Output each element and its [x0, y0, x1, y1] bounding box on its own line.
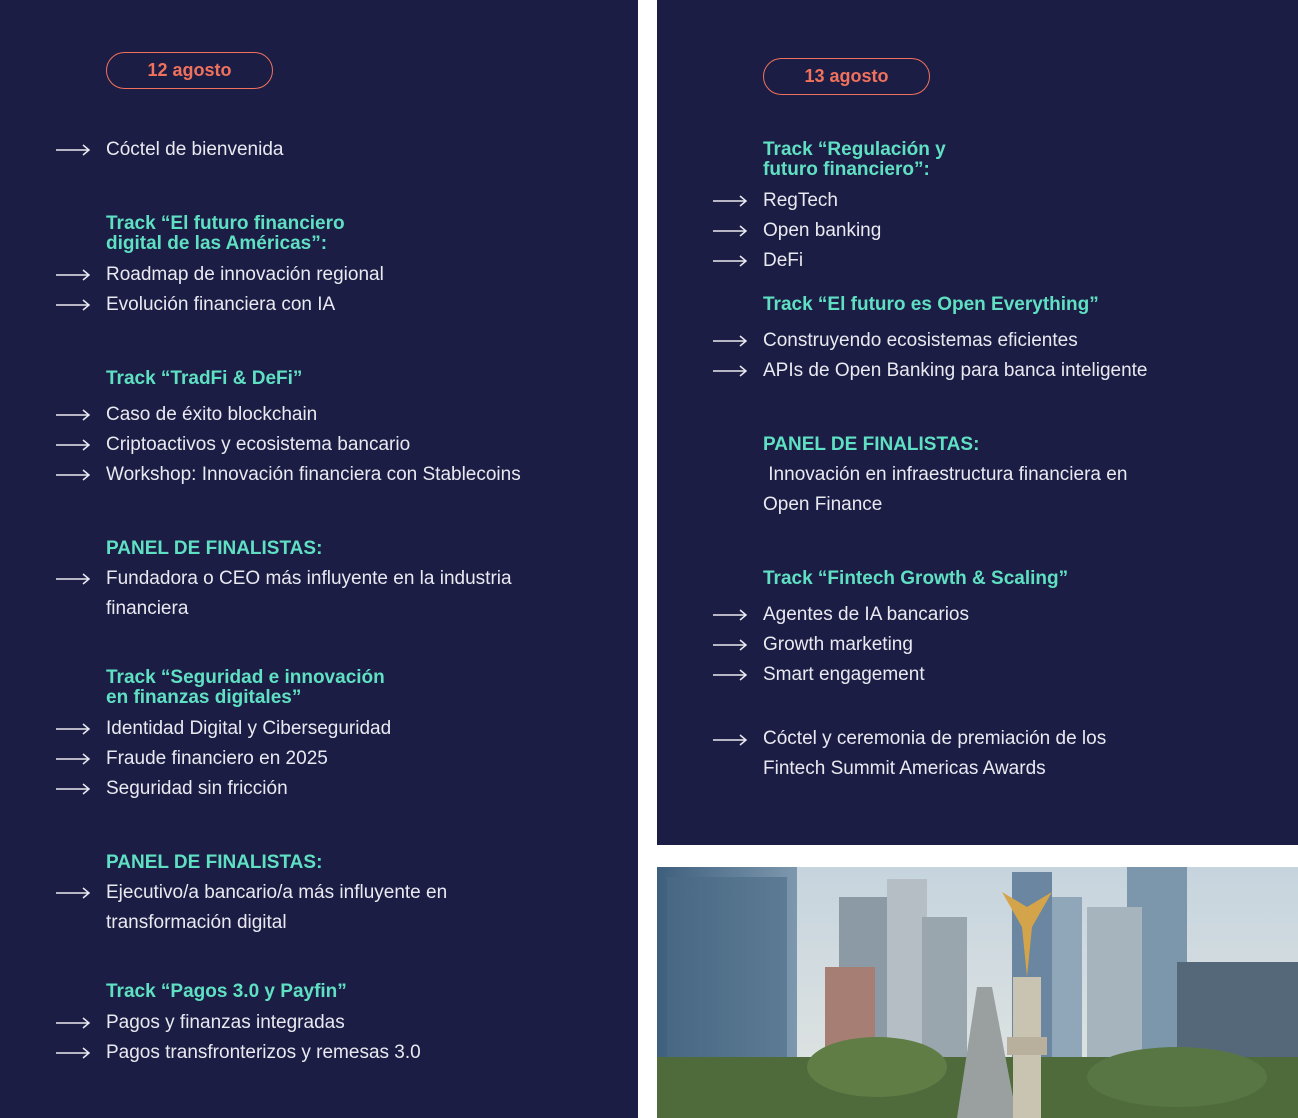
panel-topic-line: Fundadora o CEO más influyente en la industria	[106, 568, 512, 589]
list-item: Construyendo ecosistemas eficientes	[763, 330, 1078, 351]
panel-topic-line: Ejecutivo/a bancario/a más influyente en	[106, 882, 448, 903]
city-skyline-photo	[657, 867, 1298, 1118]
closing-ceremony-line: Cóctel y ceremonia de premiación de los	[763, 728, 1107, 749]
panel-title: PANEL DE FINALISTAS:	[106, 538, 323, 559]
arrow-right-icon	[56, 783, 91, 795]
arrow-right-icon	[713, 669, 748, 681]
track-title: Track “Fintech Growth & Scaling”	[763, 568, 1069, 589]
date-badge-12: 12 agosto	[106, 52, 273, 89]
arrow-right-icon	[713, 609, 748, 621]
list-item: Fraude financiero en 2025	[106, 748, 328, 769]
list-item: Caso de éxito blockchain	[106, 404, 318, 425]
arrow-right-icon	[56, 1017, 91, 1029]
list-item: Evolución financiera con IA	[106, 294, 336, 315]
track-title: Track “Pagos 3.0 y Payfin”	[106, 981, 347, 1002]
agenda-day-12	[0, 0, 638, 1118]
list-item: Criptoactivos y ecosistema bancario	[106, 434, 411, 455]
panel-title: PANEL DE FINALISTAS:	[763, 434, 980, 455]
list-item: Agentes de IA bancarios	[763, 604, 969, 625]
welcome-cocktail: Cóctel de bienvenida	[106, 139, 284, 160]
list-item: Growth marketing	[763, 634, 913, 655]
arrow-right-icon	[56, 887, 91, 899]
list-item: APIs de Open Banking para banca inteligente	[763, 360, 1148, 381]
track-title: Track “El futuro es Open Everything”	[763, 294, 1099, 315]
arrow-right-icon	[56, 469, 91, 481]
panel-topic-line: financiera	[106, 598, 189, 619]
track-title: Track “TradFi & DeFi”	[106, 368, 303, 389]
arrow-right-icon	[56, 1047, 91, 1059]
panel-title: PANEL DE FINALISTAS:	[106, 852, 323, 873]
list-item: Workshop: Innovación financiera con Stablecoins	[106, 464, 521, 485]
list-item: DeFi	[763, 250, 804, 271]
closing-ceremony-line: Fintech Summit Americas Awards	[763, 758, 1046, 779]
arrow-right-icon	[56, 753, 91, 765]
arrow-right-icon	[713, 365, 748, 377]
list-item: Smart engagement	[763, 664, 925, 685]
arrow-right-icon	[56, 409, 91, 421]
panel-topic-line: transformación digital	[106, 912, 287, 933]
arrow-right-icon	[713, 195, 748, 207]
list-item: Pagos y finanzas integradas	[106, 1012, 345, 1033]
skyline-illustration	[657, 867, 1298, 1118]
panel-topic-line: Open Finance	[763, 494, 883, 515]
track-title: Track “El futuro financiero digital de las Américas”:	[106, 213, 345, 254]
list-item: Identidad Digital y Ciberseguridad	[106, 718, 392, 739]
arrow-right-icon	[713, 255, 748, 267]
list-item: Pagos transfronterizos y remesas 3.0	[106, 1042, 421, 1063]
date-badge-13: 13 agosto	[763, 58, 930, 95]
arrow-right-icon	[56, 723, 91, 735]
list-item: Seguridad sin fricción	[106, 778, 288, 799]
arrow-right-icon	[713, 335, 748, 347]
list-item: Roadmap de innovación regional	[106, 264, 384, 285]
arrow-right-icon	[56, 269, 91, 281]
arrow-right-icon	[56, 439, 91, 451]
arrow-right-icon	[56, 144, 91, 156]
list-item: Open banking	[763, 220, 882, 241]
arrow-right-icon	[56, 573, 91, 585]
arrow-right-icon	[713, 639, 748, 651]
panel-topic-line: Innovación en infraestructura financiera en	[763, 464, 1128, 485]
list-item: RegTech	[763, 190, 838, 211]
arrow-right-icon	[713, 734, 748, 746]
agenda-day-13	[657, 0, 1298, 845]
arrow-right-icon	[56, 299, 91, 311]
track-title: Track “Regulación y futuro financiero”:	[763, 139, 946, 180]
track-title: Track “Seguridad e innovación en finanzas digitales”	[106, 667, 385, 708]
arrow-right-icon	[713, 225, 748, 237]
